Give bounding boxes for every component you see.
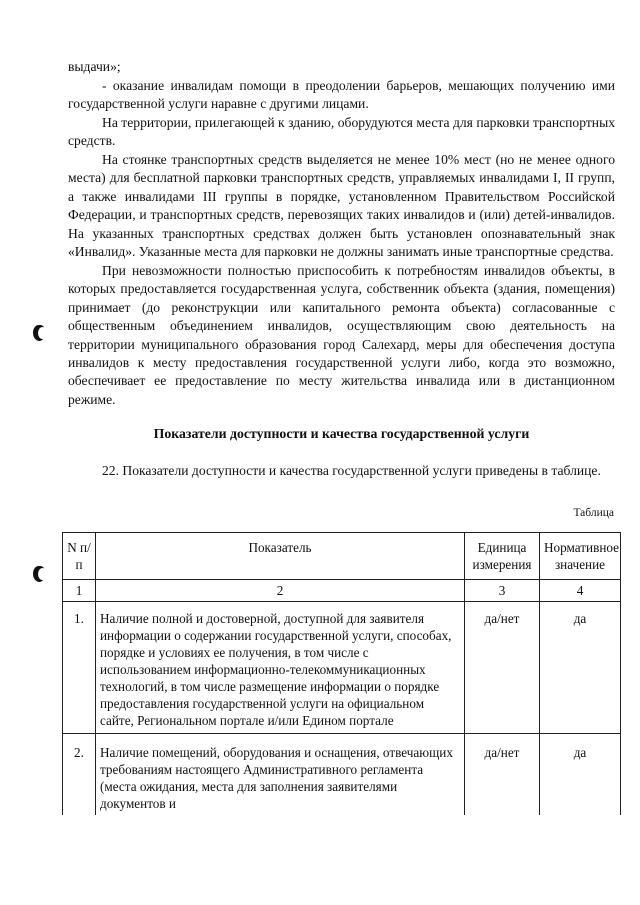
paragraph-assistance: - оказание инвалидам помощи в преодолении барьеров, мешающих получению ими государственной услуги наравне с другими лицами. — [68, 78, 615, 112]
table-caption: Таблица — [573, 507, 614, 519]
column-number: 3 — [465, 580, 540, 602]
row-unit: да/нет — [465, 602, 540, 734]
row-value: да — [540, 734, 621, 816]
section-heading: Показатели доступности и качества государственной услуги — [153, 426, 530, 441]
column-number: 4 — [540, 580, 621, 602]
row-num: 1. — [63, 602, 96, 734]
header-num: N п/п — [63, 533, 96, 580]
column-number: 1 — [63, 580, 96, 602]
table-row — [63, 734, 621, 816]
paragraph-parking-area: На территории, прилегающей к зданию, оборудуются места для парковки транспортных средств. — [68, 115, 615, 149]
scan-punch-mark — [33, 325, 45, 341]
table-column-numbers-row — [63, 580, 621, 602]
header-value: Нормативное значение — [540, 533, 621, 580]
header-unit: Единица измерения — [465, 533, 540, 580]
table-header-row — [63, 533, 621, 580]
row-indicator: Наличие помещений, оборудования и оснащения, отвечающих требованиям настоящего Административного регламента (места ожидания, места для заполнения заявителями документов и — [96, 734, 465, 816]
paragraph-parking-quota: На стоянке транспортных средств выделяется не менее 10% мест (но не менее одного места) для бесплатной парковки транспортных средств, управляемых инвалидами I, II групп, а также инвалидами III группы в порядке, установленном Правительством Российской Федерации, и транспортных средств, перевозящих таких инвалидов и (или) детей-инвалидов. На указанных транспортных средствах должен быть установлен опознавательный знак «Инвалид». Указанные места для парковки не должны занимать иные транспортные средства. — [68, 152, 615, 260]
row-value: да — [540, 602, 621, 734]
row-unit: да/нет — [465, 734, 540, 816]
paragraph-continuation: выдачи»; — [68, 59, 121, 74]
row-num: 2. — [63, 734, 96, 816]
paragraph-adaptation: При невозможности полностью приспособить к потребностям инвалидов объекты, в которых предоставляется государственная услуга, собственник объекта (здания, помещения) принимает (до реконструкции или капитального ремонта объекта) согласованные с общественным объединением инвалидов, осуществляющим свою деятельность на территории муниципального образования город Салехард, меры для обеспечения доступа инвалидов к месту предоставления государственной услуги либо, когда это возможно, обеспечивает ее предоставление по месту жительства инвалида или в дистанционном режиме. — [68, 263, 615, 407]
row-indicator: Наличие полной и достоверной, доступной для заявителя информации о содержании государственной услуги, способах, порядке и условиях ее получения, в том числе с использованием информационно-телекоммуникационных технологий, в том числе размещение информации о порядке предоставления государственной услуги на официальном сайте, Региональном портале и/или Едином портале — [96, 602, 465, 734]
section-intro: 22. Показатели доступности и качества государственной услуги приведены в таблице. — [102, 463, 601, 478]
table-row — [63, 602, 621, 734]
header-indicator: Показатель — [96, 533, 465, 580]
column-number: 2 — [96, 580, 465, 602]
scan-punch-mark-2 — [33, 566, 45, 582]
indicators-table — [62, 532, 621, 815]
